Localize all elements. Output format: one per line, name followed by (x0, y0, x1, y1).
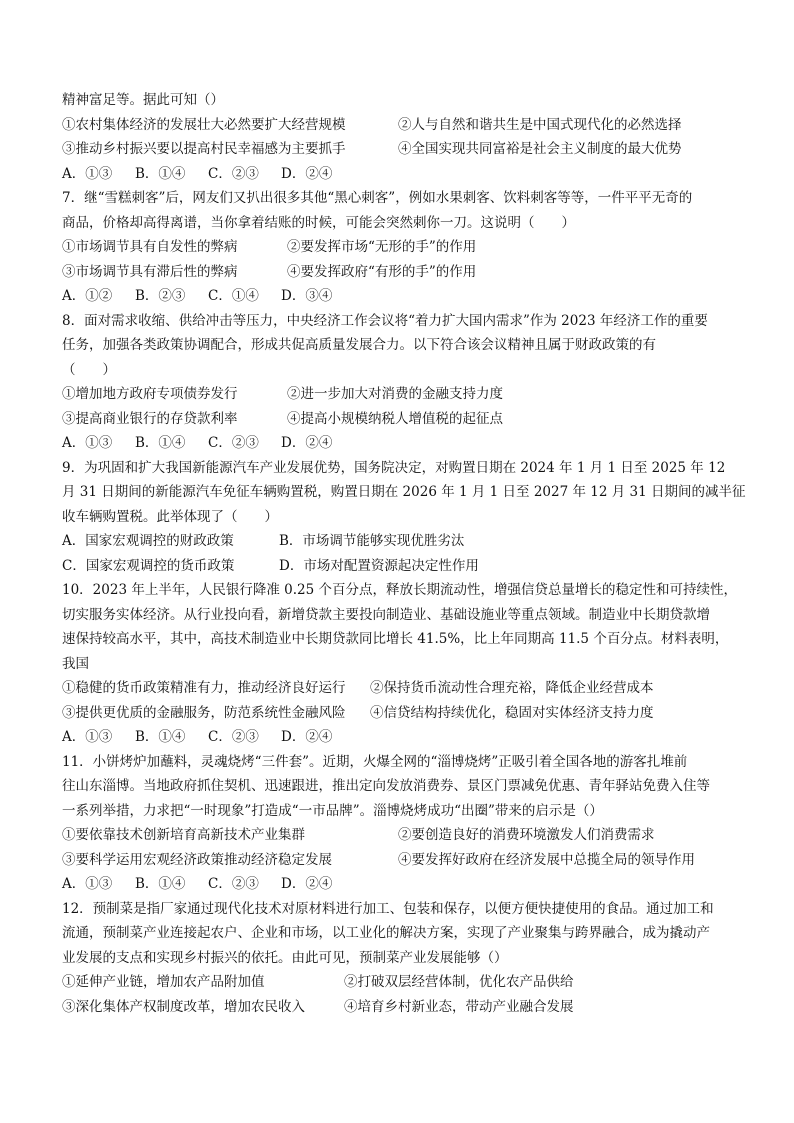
q8-options-row-1 (62, 382, 734, 407)
q11-choices (62, 872, 734, 897)
q9-stem-line-1: 9．为巩固和扩大我国新能源汽车产业发展优势，国务院决定，对购置日期在 2024 年 1 月 1 日至 2025 年 12 (62, 459, 726, 476)
q9-stem-line-2: 月 31 日期间的新能源汽车免征车辆购置税，购置日期在 2026 年 1 月 1 日至 2027 年 12 月 31 日期间的减半征 (62, 484, 746, 500)
q10-choice-b: B．①④ (135, 729, 186, 745)
q10-option-3: ③提供更优质的金融服务，防范系统性金融风险 (62, 704, 346, 721)
q11-stem-line-3: 一系列举措，力求把“一时现象”打造成“一市品牌”。淄博烧烤成功“出圈”带来的启示是（） (62, 802, 603, 819)
q7-choices (62, 284, 734, 309)
q8-choices (62, 431, 734, 456)
q12-options-row-1 (62, 970, 734, 995)
q8-options-row-2 (62, 407, 734, 432)
q9-option-a: A．国家宏观调控的财政政策 (62, 533, 234, 549)
q6-choice-c: C．②③ (208, 165, 259, 182)
q6-option-4: ④全国实现共同富裕是社会主义制度的最大优势 (398, 141, 682, 157)
q11-choice-b: B．①④ (135, 876, 186, 892)
q10-choices (62, 725, 734, 750)
q10-stem-line-4: 我国 (62, 655, 89, 672)
q10-option-4: ④信贷结构持续优化，稳固对实体经济支持力度 (370, 704, 654, 721)
q12-option-2: ②打破双层经营体制，优化农产品供给 (344, 974, 574, 990)
q6-choice-a: A．①③ (62, 165, 113, 182)
q12-option-4: ④培育乡村新业态，带动产业融合发展 (344, 998, 574, 1015)
q7-options-row-2 (62, 260, 734, 285)
q11-option-2: ②要创造良好的消费环境激发人们消费需求 (398, 827, 655, 843)
q8-choice-b: B．①④ (135, 435, 186, 451)
q12-options-row-2 (62, 995, 734, 1020)
q7-option-4: ④要发挥政府“有形的手”的作用 (287, 263, 477, 280)
q8-stem-line-3: （ ） (62, 361, 116, 378)
q12-stem-line-3: 业发展的支点和实现乡村振兴的依托。由此可见，预制菜产业发展能够（） (62, 949, 508, 966)
q8-option-3: ③提高商业银行的存贷款利率 (62, 410, 238, 427)
q10-option-1: ①稳健的货币政策精准有力，推动经济良好运行 (62, 680, 346, 696)
q10-choice-a: A．①③ (62, 729, 113, 745)
q10-option-2: ②保持货币流动性合理充裕，降低企业经营成本 (370, 680, 654, 696)
q8-stem-line-1: 8．面对需求收缩、供给冲击等压力，中央经济工作会议将“着力扩大国内需求”作为 2023 年经济工作的重要 (62, 312, 708, 329)
q9-option-b: B．市场调节能够实现优胜劣汰 (279, 533, 465, 549)
q12-stem-line-2: 流通，预制菜产业连接起农户、企业和市场，以工业化的解决方案，实现了产业聚集与跨界融合，成为撬动产 (62, 925, 710, 941)
q7-option-3: ③市场调节具有滞后性的弊病 (62, 263, 238, 280)
q11-stem-line-1: 11．小饼烤炉加蘸料，灵魂烧烤“三件套”。近期，火爆全网的“淄博烧烤”正吸引着全国各地的游客扎堆前 (62, 753, 688, 770)
q7-choice-a: A．①② (62, 288, 113, 304)
q6-choice-b: B．①④ (135, 165, 186, 182)
q8-choice-c: C．②③ (208, 435, 259, 451)
q6-choice-d: D．②④ (281, 165, 333, 182)
q7-choice-d: D．③④ (281, 288, 333, 304)
q10-choice-d: D．②④ (281, 729, 333, 745)
q6-option-3: ③推动乡村振兴要以提高村民幸福感为主要抓手 (62, 141, 346, 157)
q9-options-row-1 (62, 529, 734, 554)
q11-choice-c: C．②③ (208, 876, 259, 892)
q6-option-1: ①农村集体经济的发展壮大必然要扩大经营规模 (62, 116, 346, 133)
q6-options-row-2 (62, 137, 734, 162)
q8-stem-line-2: 任务，加强各类政策协调配合，形成共促高质量发展合力。以下符合该会议精神且属于财政政策的有 (62, 337, 656, 353)
q8-choice-d: D．②④ (281, 435, 333, 451)
q7-choice-c: C．①④ (208, 288, 259, 304)
q7-choice-b: B．②③ (135, 288, 186, 304)
q6-stem-tail: 精神富足等。据此可知（） (62, 92, 224, 108)
q9-option-d: D．市场对配置资源起决定性作用 (279, 557, 479, 574)
q6-options-row-1 (62, 113, 734, 138)
q11-choice-a: A．①③ (62, 876, 113, 892)
q7-options-row-1 (62, 235, 734, 260)
q6-choices (62, 162, 734, 187)
q11-options-row-1 (62, 823, 734, 848)
q11-option-4: ④要发挥好政府在经济发展中总揽全局的领导作用 (398, 851, 695, 868)
q12-option-3: ③深化集体产权制度改革，增加农民收入 (62, 998, 305, 1015)
q9-stem-line-3: 收车辆购置税。此举体现了（ ） (62, 508, 278, 525)
q11-option-1: ①要依靠技术创新培育高新技术产业集群 (62, 827, 305, 843)
q7-stem-line-2: 商品，价格却高得离谱，当你拿着结账的时候，可能会突然刺你一刀。这说明（ ） (62, 214, 575, 231)
q12-stem-line-1: 12．预制菜是指厂家通过现代化技术对原材料进行加工、包装和保存，以便方便快捷使用的食品。通过加工和 (62, 900, 714, 917)
q8-option-2: ②进一步加大对消费的金融支持力度 (287, 386, 503, 402)
q8-option-4: ④提高小规模纳税人增值税的起征点 (287, 410, 503, 427)
q10-stem-line-3: 速保持较高水平，其中，高技术制造业中长期贷款同比增长 41.5%，比上年同期高 11.5 个百分点。材料表明， (62, 631, 729, 647)
q7-option-2: ②要发挥市场“无形的手”的作用 (287, 239, 477, 255)
q11-option-3: ③要科学运用宏观经济政策推动经济稳定发展 (62, 851, 332, 868)
q7-option-1: ①市场调节具有自发性的弊病 (62, 239, 238, 255)
q10-options-row-2 (62, 701, 734, 726)
q11-choice-d: D．②④ (281, 876, 333, 892)
q11-stem-line-2: 往山东淄博。当地政府抓住契机、迅速跟进，推出定向发放消费券、景区门票减免优惠、青年驿站免费入住等 (62, 778, 710, 794)
q12-option-1: ①延伸产业链，增加农产品附加值 (62, 974, 265, 990)
q10-stem-line-1: 10．2023 年上半年，人民银行降准 0.25 个百分点，释放长期流动性，增强信贷总量增长的稳定性和可持续性， (62, 582, 737, 598)
q10-stem-line-2: 切实服务实体经济。从行业投向看，新增贷款主要投向制造业、基础设施业等重点领域。制造业中长期贷款增 (62, 606, 710, 623)
q11-options-row-2 (62, 848, 734, 873)
q8-option-1: ①增加地方政府专项债券发行 (62, 386, 238, 402)
q9-options-row-2 (62, 554, 734, 579)
q6-option-2: ②人与自然和谐共生是中国式现代化的必然选择 (398, 116, 682, 133)
q7-stem-line-1: 7．继“雪糕刺客”后，网友们又扒出很多其他“黑心刺客”，例如水果刺客、饮料刺客等等，一件平平无奇的 (62, 190, 693, 206)
q9-option-c: C．国家宏观调控的货币政策 (62, 557, 235, 574)
q8-choice-a: A．①③ (62, 435, 113, 451)
q10-choice-c: C．②③ (208, 729, 259, 745)
q10-options-row-1 (62, 676, 734, 701)
